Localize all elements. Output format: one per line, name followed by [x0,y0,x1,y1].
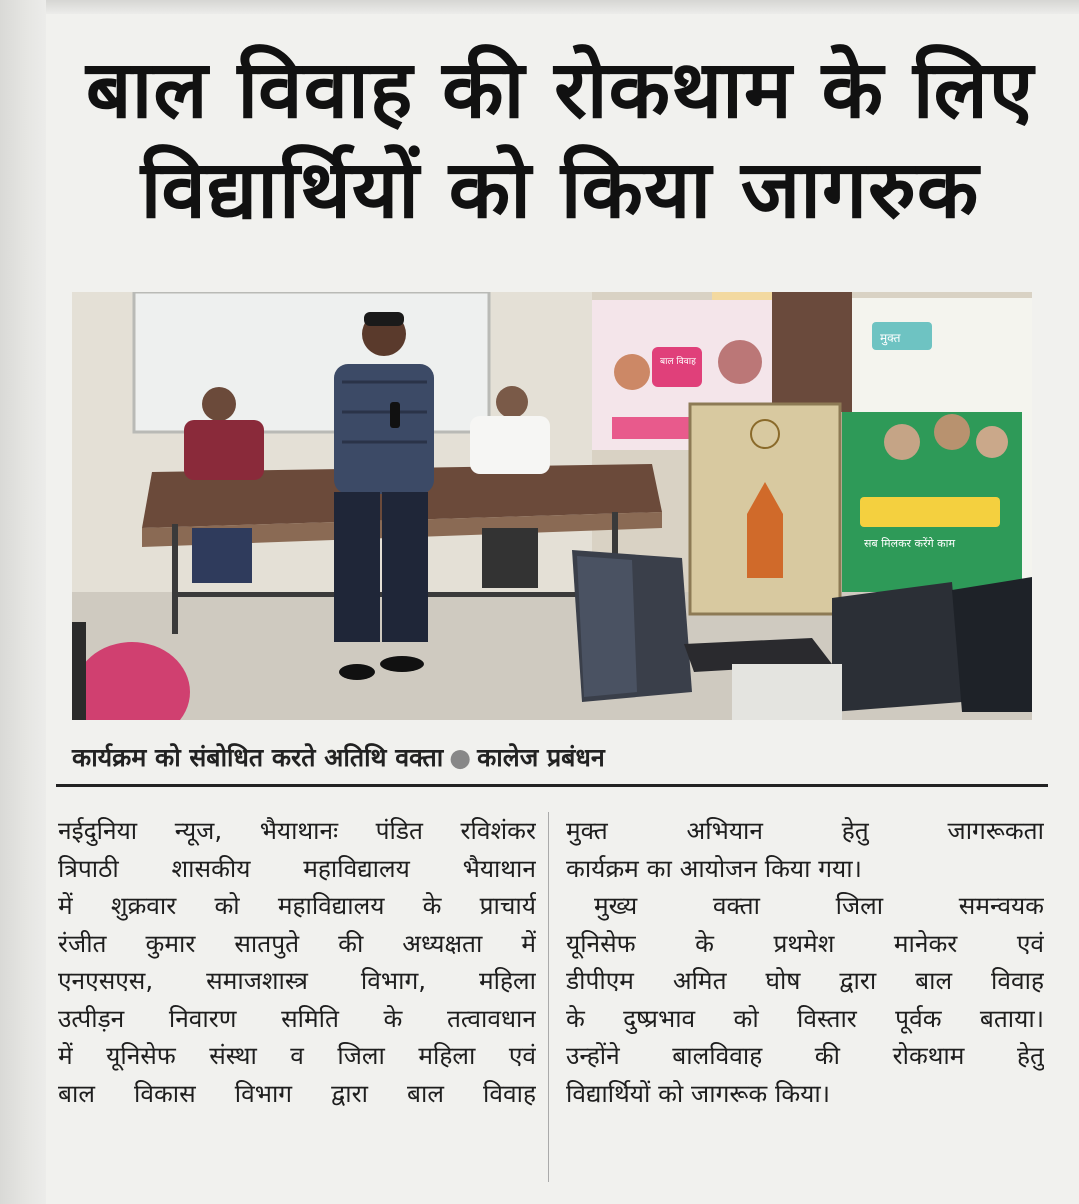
article-line: में यूनिसेफ संस्था व जिला महिला एवं [58,1041,536,1070]
green-banner [842,298,1032,598]
article-line: उन्होंने बालविवाह की रोकथाम हेतु [566,1041,1044,1070]
page-top-edge [46,0,1079,14]
article-line: नईदुनिया न्यूज, भैयाथानः पंडित रविशंकर [58,816,536,845]
article-column-left [58,812,536,1112]
article-line: बाल विकास विभाग द्वारा बाल विवाह [58,1078,536,1108]
article-line: रंजीत कुमार सातपुते की अध्यक्षता में [58,928,536,958]
photo-caption [72,740,1032,774]
headline [60,40,1060,240]
projector-screen [134,292,489,432]
headline-line-1: बाल विवाह की रोकथाम के लिए [85,43,1035,136]
printer [732,664,842,720]
article-line: मुक्त अभियान हेतु जागरूकता [566,816,1044,845]
article-line: कार्यक्रम का आयोजन किया गया। [566,853,862,883]
banner-text-3: सब मिलकर करेंगे काम [864,537,956,550]
article-line: यूनिसेफ के प्रथमेश मानेकर एवं [566,928,1044,958]
computer-tower [572,550,692,702]
bullet-icon: ● [449,743,472,772]
page-edge [0,0,46,1204]
article-line: डीपीएम अमित घोष द्वारा बाल विवाह [566,966,1044,995]
article-line: मुख्य वक्ता जिला समन्वयक [594,891,1044,920]
caption-credit: कालेज प्रबंधन [477,743,605,772]
banner-text-1: बाल विवाह [660,357,696,367]
article-line: विद्यार्थियों को जागरूक किया। [566,1078,831,1108]
podium [690,404,840,614]
office-chair [832,577,1032,712]
banner-text-2: मुक्त [880,331,901,345]
column-divider [548,812,549,1182]
article-line: के दुष्प्रभाव को विस्तार पूर्वक बताया। [566,1003,1044,1033]
article-line: उत्पीड़न निवारण समिति के तत्वावधान [58,1003,536,1033]
news-photo [72,292,1032,720]
article-column-right [566,812,1044,1112]
article-line: त्रिपाठी शासकीय महाविद्यालय भैयाथान [58,853,536,883]
article-line: एनएसएस, समाजशास्त्र विभाग, महिला [58,966,536,995]
article-line: में शुक्रवार को महाविद्यालय के प्राचार्य [58,891,536,920]
caption-text: कार्यक्रम को संबोधित करते अतिथि वक्ता [72,743,444,772]
headline-line-2: विद्यार्थियों को किया जागरुक [140,143,980,236]
standing-speaker [334,312,434,680]
section-divider [56,784,1048,787]
